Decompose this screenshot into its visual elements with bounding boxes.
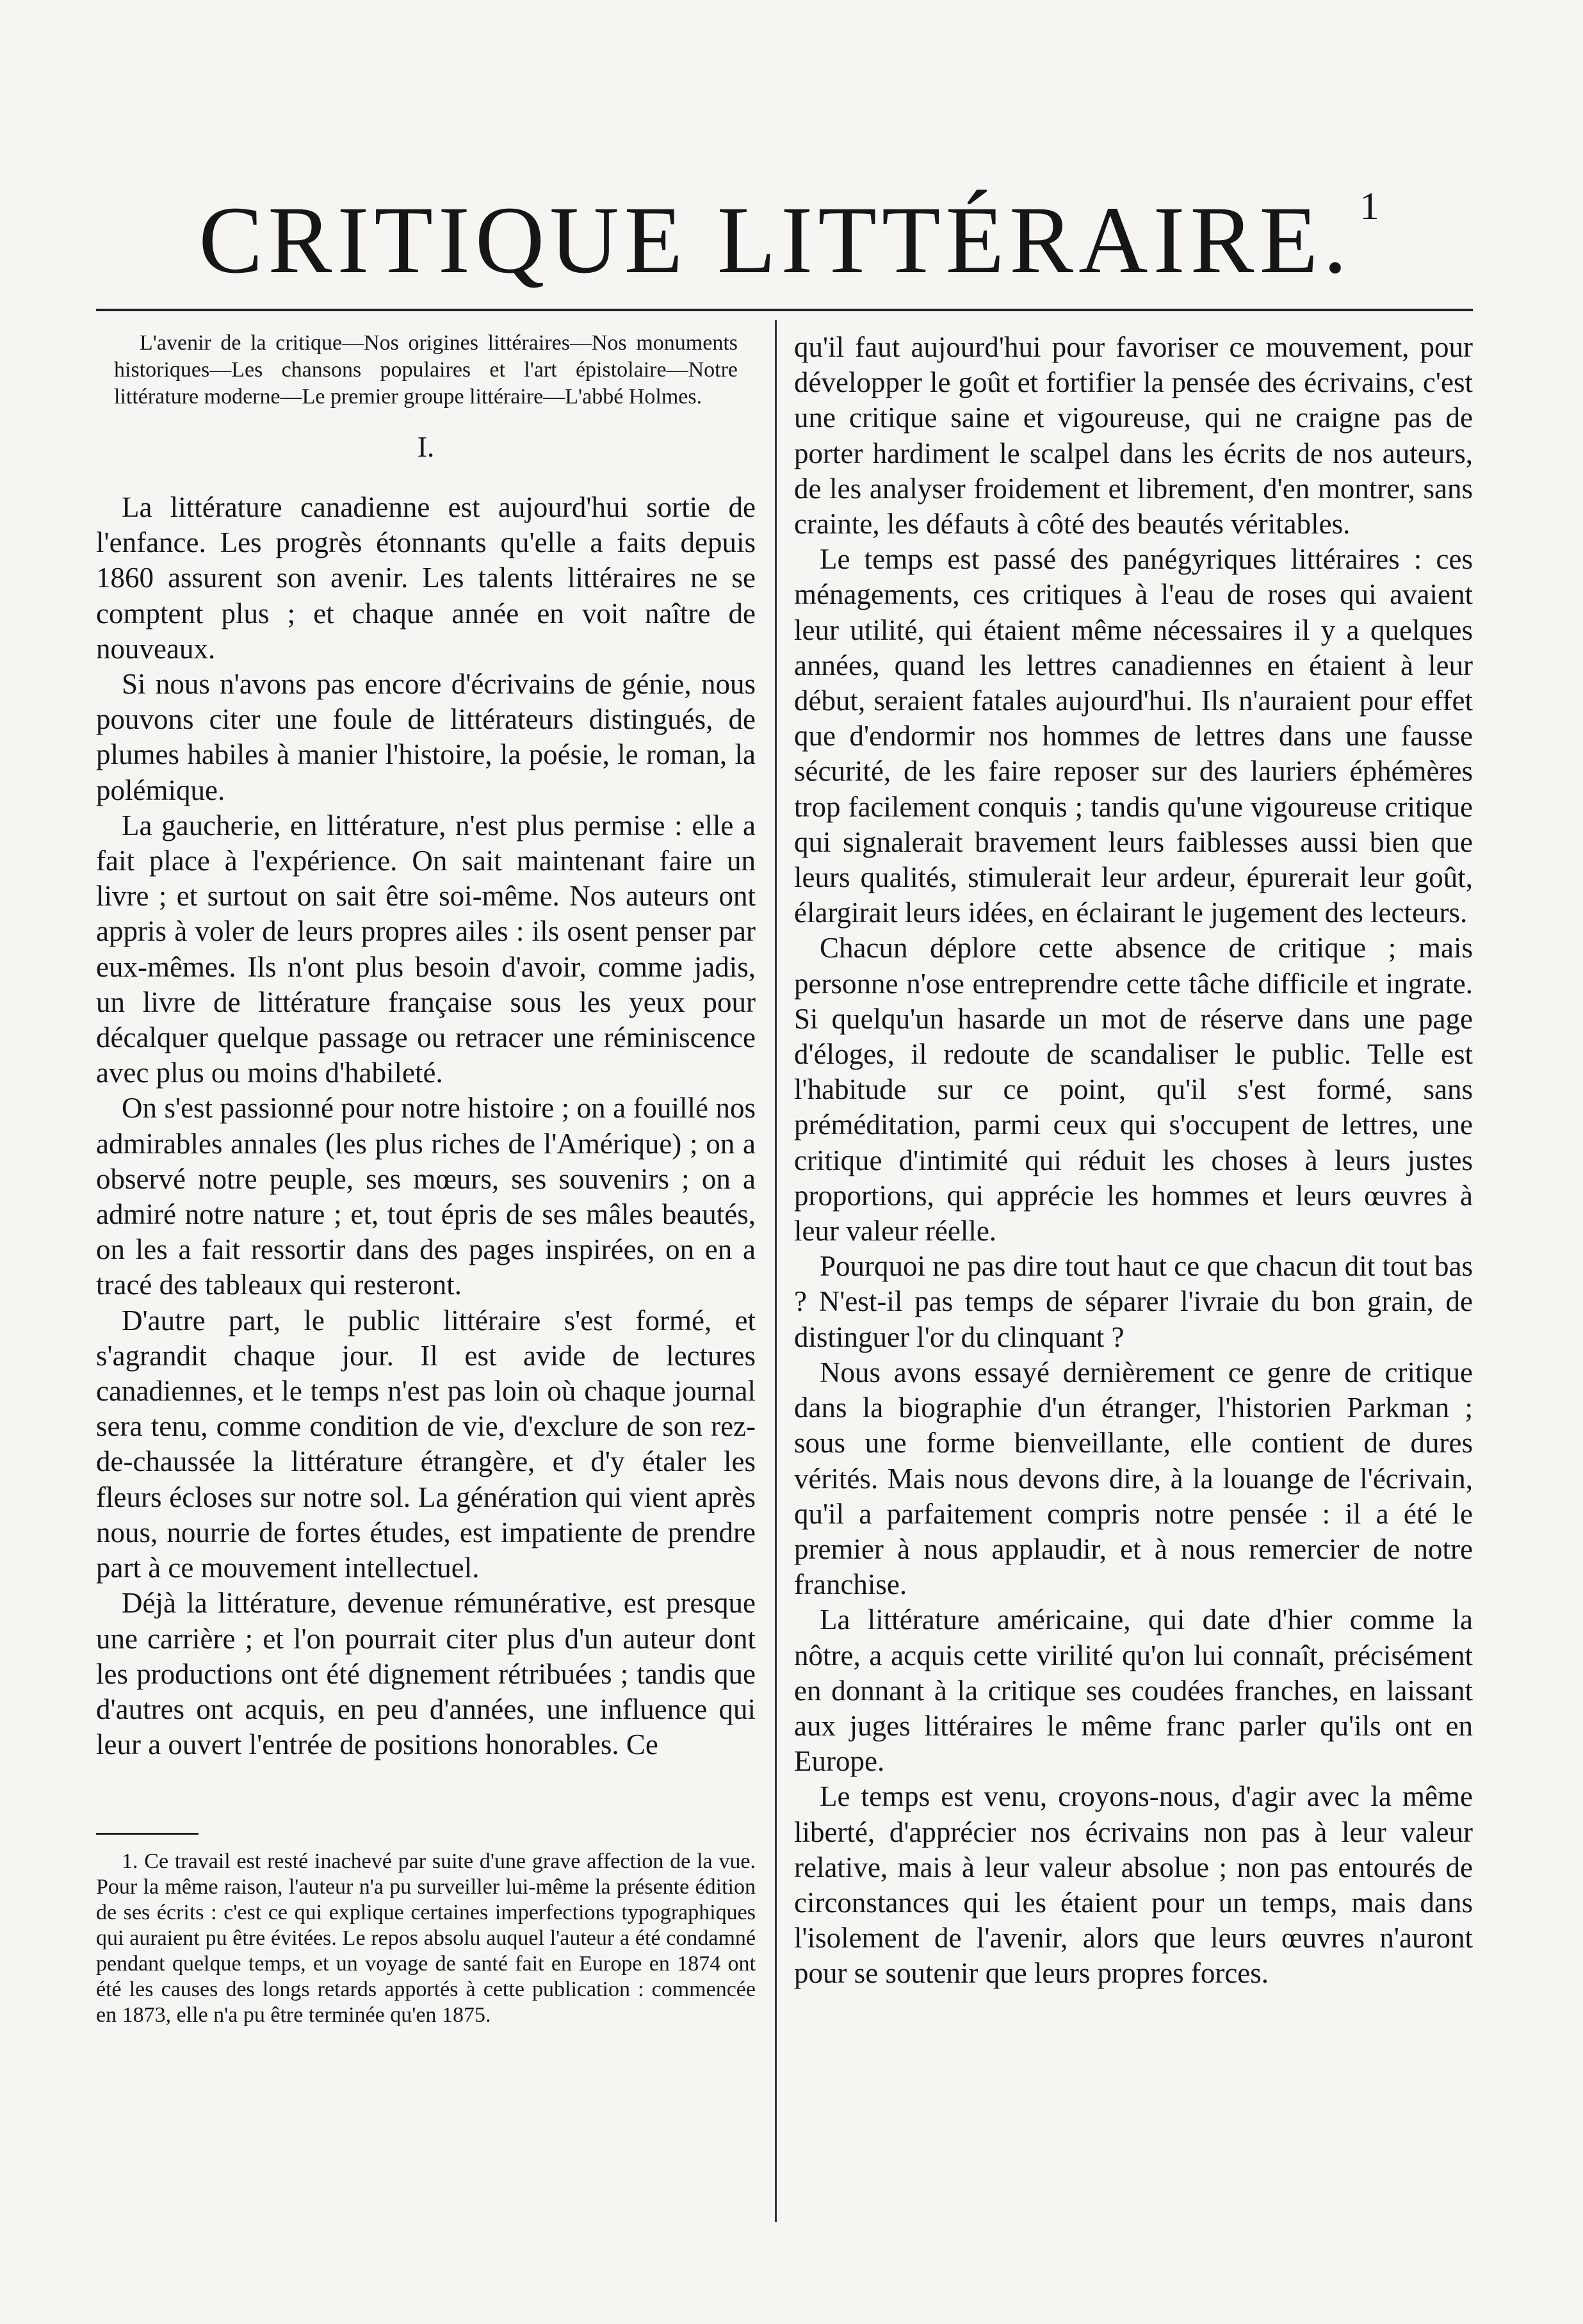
paragraph: Le temps est passé des panégyriques littéraires : ces ménagements, ces critiques à l'eau de roses qui avaient leur utilité, qui étaient même nécessaires il y a quelques années, quand les lettres canadiennes en étaient à leur début, seraient fatales aujourd'hui. Ils n'auraient pour effet que d'endormir nos hommes de lettres dans une fausse sécurité, de les faire reposer sur des lauriers éphémères trop facilement conquis ; tandis qu'une vigoureuse critique qui signalerait bravement leurs faiblesses aussi bien que leurs qualités, stimulerait leur ardeur, épurerait leur goût, élargirait leurs idées, en éclairant le jugement des lecteurs. [794, 543, 1473, 929]
footnote-marker: 1 [1360, 185, 1384, 227]
paragraph: La littérature canadienne est aujourd'hui sortie de l'enfance. Les progrès étonnants qu'elle a faits depuis 1860 assurent son avenir. Les talents littéraires ne se comptent plus ; et chaque année en voit naître de nouveaux. [96, 491, 756, 665]
paragraph: Déjà la littérature, devenue rémunérative, est presque une carrière ; et l'on pourrait citer plus d'un auteur dont les productions ont été dignement rétribuées ; tandis que d'autres ont acquis, en peu d'années, une influence qui leur a ouvert l'entrée de positions honorables. Ce [96, 1587, 756, 1761]
paragraph: Le temps est venu, croyons-nous, d'agir avec la même liberté, d'apprécier nos écrivains non pas à leur valeur relative, mais à leur valeur absolue ; non pas entourés de circonstances qui les étaient pour un temps, mais dans l'isolement de l'avenir, alors que leurs œuvres n'auront pour se soutenir que leurs propres forces. [794, 1780, 1473, 1990]
title-text: CRITIQUE LITTÉRAIRE. [199, 187, 1352, 293]
paragraph: D'autre part, le public littéraire s'est formé, et s'agrandit chaque jour. Il est avide de lectures canadiennes, et le temps n'est pas loin où chaque journal sera tenu, comme condition de vie, d'exclure de son rez-de-chaussée la littérature étrangère, et d'y étaler les fleurs écloses sur notre sol. La génération qui vient après nous, nourrie de fortes études, est impatiente de prendre part à ce mouvement intellectuel. [96, 1304, 756, 1584]
section-number: I. [417, 430, 435, 463]
column-divider [775, 320, 777, 2222]
header-rule [96, 309, 1473, 311]
paragraph-continued: qu'il faut aujourd'hui pour favoriser ce mouvement, pour développer le goût et fortifier la pensée des écrivains, c'est une critique saine et vigoureuse, qui ne craigne pas de porter hardiment le scalpel dans les écrits de nos auteurs, de les analyser froidement et librement, d'en montrer, sans crainte, les défauts à côté des beautés véritables. [794, 331, 1473, 540]
paragraph: Chacun déplore cette absence de critique ; mais personne n'ose entreprendre cette tâche difficile et ingrate. Si quelqu'un hasarde un mot de réserve dans une page d'éloges, il redoute de scandaliser le public. Telle est l'habitude sur ce point, qu'il s'est formé, sans préméditation, parmi ceux qui s'occupent de lettres, une critique d'intimité qui réduit les choses à leurs justes proportions, qui apprécie les hommes et leurs œuvres à leur valeur réelle. [794, 932, 1473, 1247]
paragraph: La littérature américaine, qui date d'hier comme la nôtre, a acquis cette virilité qu'on lui connaît, précisément en donnant à la critique ses coudées franches, en laissant aux juges littéraires le même franc parler qu'ils ont en Europe. [794, 1604, 1473, 1778]
paragraph: Pourquoi ne pas dire tout haut ce que chacun dit tout bas ? N'est-il pas temps de séparer l'ivraie du bon grain, de distinguer l'or du clinquant ? [794, 1250, 1473, 1353]
paragraph: Si nous n'avons pas encore d'écrivains de génie, nous pouvons citer une foule de littérateurs distingués, de plumes habiles à manier l'histoire, la poésie, le roman, la polémique. [96, 668, 756, 806]
page-title [0, 185, 1583, 293]
chapter-summary: L'avenir de la critique—Nos origines littéraires—Nos monuments historiques—Les chansons populaires et l'art épistolaire—Notre littérature moderne—Le premier groupe littéraire—L'abbé Holmes. [114, 331, 738, 409]
right-column [794, 330, 1473, 1992]
paragraph: On s'est passionné pour notre histoire ; on a fouillé nos admirables annales (les plus riches de l'Amérique) ; on a observé notre peuple, ses mœurs, ses souvenirs ; on a admiré notre nature ; et, tout épris de ses mâles beautés, on les a fait ressortir dans des pages inspirées, on en a tracé des tableaux qui resteront. [96, 1092, 756, 1301]
footnote: 1. Ce travail est resté inachevé par suite d'une grave affection de la vue. Pour la même raison, l'auteur n'a pu surveiller lui-même la présente édition de ses écrits : c'est ce qui explique certaines imperfections typographiques qui auraient pu être évitées. Le repos absolu auquel l'auteur a été condamné pendant quelque temps, et un voyage de santé fait en Europe en 1874 ont été les causes des longs retards apportés à cette publication : commencée en 1873, elle n'a pu être terminée qu'en 1875. [96, 1849, 756, 2027]
footnote-rule [96, 1833, 199, 1835]
paragraph: La gaucherie, en littérature, n'est plus permise : elle a fait place à l'expérience. On sait maintenant faire un livre ; et surtout on sait être soi-même. Nos auteurs ont appris à voler de leurs propres ailes : ils osent penser par eux-mêmes. Ils n'ont plus besoin d'avoir, comme jadis, un livre de littérature française sous les yeux pour décalquer quelque passage ou retracer une réminiscence avec plus ou moins d'habileté. [96, 809, 756, 1089]
paragraph: Nous avons essayé dernièrement ce genre de critique dans la biographie d'un étranger, l'historien Parkman ; sous une forme bienveillante, elle contient de dures vérités. Mais nous devons dire, à la louange de l'écrivain, qu'il a parfaitement compris notre pensée : il a été le premier à nous applaudir, et à nous remercier de notre franchise. [794, 1356, 1473, 1601]
left-column [96, 330, 756, 2028]
